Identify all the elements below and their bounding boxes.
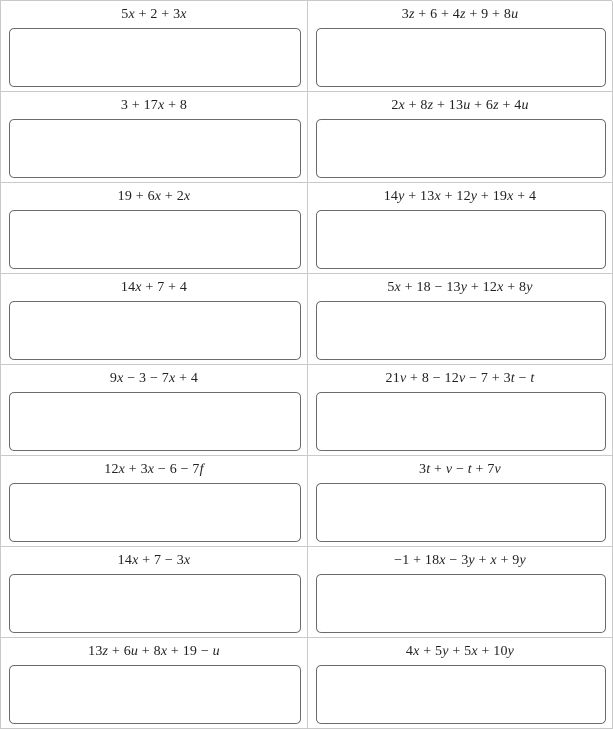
answer-input[interactable] xyxy=(316,574,606,633)
problem-expression: 4x + 5y + 5x + 10y xyxy=(405,644,515,659)
problem-cell xyxy=(1,365,308,456)
answer-input[interactable] xyxy=(9,119,301,178)
problem-cell xyxy=(1,456,308,547)
answer-input[interactable] xyxy=(316,665,606,724)
answer-input[interactable] xyxy=(316,119,606,178)
problem-expression: 5x + 18 − 13y + 12x + 8y xyxy=(387,280,533,295)
problem-cell xyxy=(1,1,308,92)
problem-grid xyxy=(1,1,612,729)
answer-input[interactable] xyxy=(316,301,606,360)
problem-cell xyxy=(1,547,308,638)
answer-input[interactable] xyxy=(9,28,301,87)
problem-cell xyxy=(308,92,613,183)
problem-cell xyxy=(1,638,308,729)
problem-expression: 9x − 3 − 7x + 4 xyxy=(109,371,199,386)
problem-expression: 19 + 6x + 2x xyxy=(117,189,191,204)
problem-cell xyxy=(1,183,308,274)
problem-cell xyxy=(1,92,308,183)
answer-input[interactable] xyxy=(9,574,301,633)
answer-input[interactable] xyxy=(9,665,301,724)
problem-cell xyxy=(308,547,613,638)
problem-expression: 14y + 13x + 12y + 19x + 4 xyxy=(383,189,537,204)
problem-expression: 3 + 17x + 8 xyxy=(120,98,188,113)
problem-expression: 12x + 3x − 6 − 7f xyxy=(104,462,204,477)
problem-expression: 2x + 8z + 13u + 6z + 4u xyxy=(391,98,529,113)
answer-input[interactable] xyxy=(316,210,606,269)
answer-input[interactable] xyxy=(316,483,606,542)
answer-input[interactable] xyxy=(9,210,301,269)
problem-expression: 21v + 8 − 12v − 7 + 3t − t xyxy=(385,371,535,386)
problem-expression: 3t + v − t + 7v xyxy=(419,462,501,477)
problem-cell xyxy=(308,1,613,92)
problem-cell xyxy=(308,183,613,274)
problem-cell xyxy=(1,274,308,365)
problem-expression: 13z + 6u + 8x + 19 − u xyxy=(88,644,220,659)
answer-input[interactable] xyxy=(9,483,301,542)
problem-expression: 14x + 7 − 3x xyxy=(117,553,191,568)
problem-expression: 3z + 6 + 4z + 9 + 8u xyxy=(401,7,519,22)
problem-cell xyxy=(308,456,613,547)
answer-input[interactable] xyxy=(316,392,606,451)
answer-input[interactable] xyxy=(316,28,606,87)
problem-cell xyxy=(308,365,613,456)
problem-expression: 14x + 7 + 4 xyxy=(120,280,188,295)
problem-cell xyxy=(308,638,613,729)
problem-expression: −1 + 18x − 3y + x + 9y xyxy=(394,553,526,568)
answer-input[interactable] xyxy=(9,301,301,360)
problem-expression: 5x + 2 + 3x xyxy=(121,7,187,22)
answer-input[interactable] xyxy=(9,392,301,451)
problem-cell xyxy=(308,274,613,365)
